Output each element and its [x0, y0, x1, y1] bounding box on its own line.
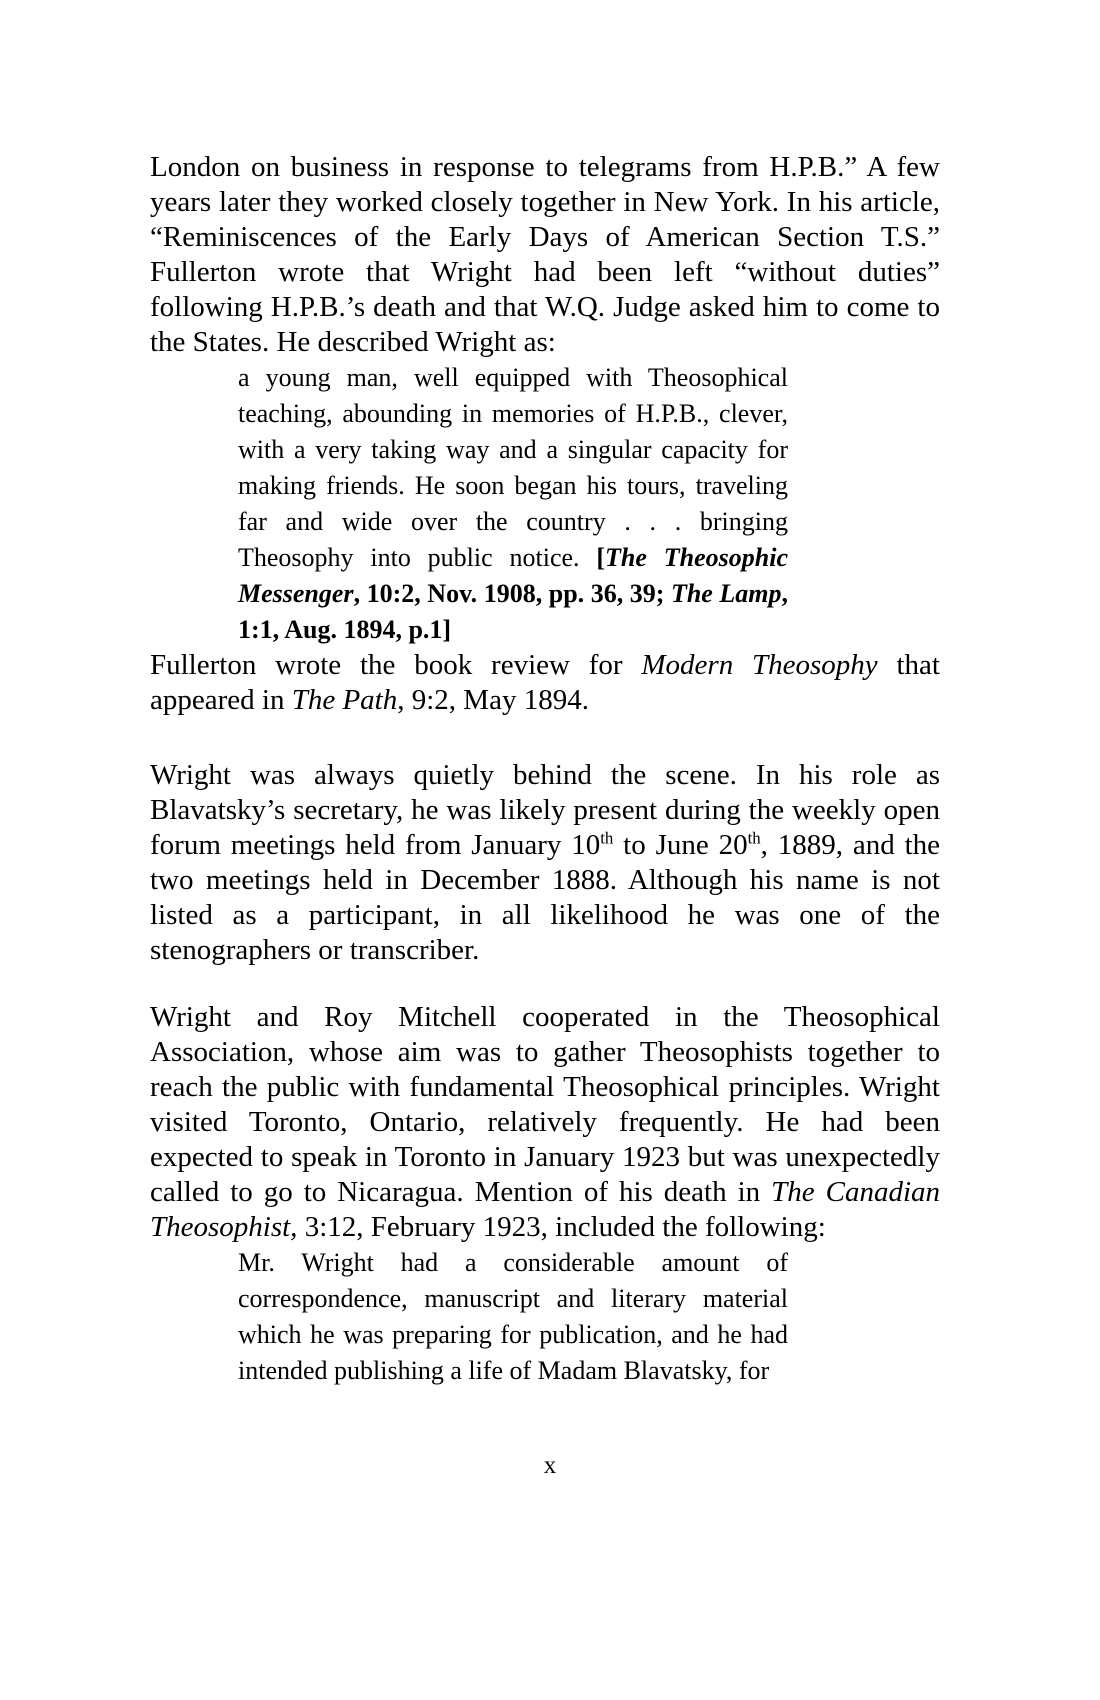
paragraph-fullerton-article-text: London on business in response to telegrams from H.P.B.” A few years later they worked closely together in New York. In his article, “Reminiscences of the Early Days of American Section T.S.” Fullerton wrote that Wright had been left “without duties” following H.P.B.’s death and that W.Q. Judge asked him to come to the States. He described Wright as: [150, 151, 940, 358]
quote-body-text: a young man, well equipped with Theosophical teaching, abounding in memories of H.P.B., clever, with a very taking way and a singular capacity for making friends. He soon began his tours, traveling far and wide over the country . . . bringing Theosophy into public notice. [238, 363, 788, 572]
citation-source-1-title: The Theosophic Messenger [238, 543, 788, 608]
citation-source-2-detail: , 1:1, Aug. 1894, p.1] [238, 579, 789, 644]
book-review-text-3: , 9:2, May 1894. [397, 684, 589, 716]
death-notice-text: Mr. Wright had a considerable amount of correspondence, manuscript and literary material which he was preparing for publication, and he had intended publishing a life of Madam Blavatsky, for [238, 1248, 788, 1385]
roy-mitchell-text-1: Wright and Roy Mitchell cooperated in the Theosophical Association, whose aim was to gather Theosophists together to reach the public with fundamental Theosophical principles. Wright visited Toronto, Ontario, relatively frequently. He had been expected to speak in Toronto in January 1923 but was unexpectedly called to go to Nicaragua. Mention of his death in [150, 1001, 940, 1208]
ordinal-superscript-20th: th [747, 828, 761, 848]
behind-scene-text-1: Wright was always quietly behind the scene. In his role as Blavatsky’s secretary, he was likely present during the weekly open forum meetings held from January 10 [150, 759, 940, 861]
citation-open-bracket: [ [596, 543, 606, 572]
roy-mitchell-text-2: 3:12, February 1923, included the following: [297, 1211, 826, 1243]
paragraph-book-review [150, 648, 940, 718]
paragraph-behind-the-scene [150, 758, 940, 968]
book-review-text-1: Fullerton wrote the book review for [150, 649, 642, 681]
ordinal-superscript-10th: th [600, 828, 614, 848]
citation-source-1-detail: , 10:2, Nov. 1908, pp. 36, 39; [353, 579, 671, 608]
journal-title-the-path: The Path [291, 684, 398, 716]
behind-scene-text-3: , 1889, and the two meetings held in December 1888. Although his name is not listed as a participant, in all likelihood he was one of the stenographers or transcriber. [150, 829, 940, 966]
behind-scene-text-2: to June 20 [613, 829, 748, 861]
block-quote-death-notice [238, 1245, 788, 1389]
book-title-modern-theosophy: Modern Theosophy [641, 649, 878, 681]
book-review-text-2: that appeared in [150, 649, 940, 716]
page-number: x [543, 1452, 557, 1479]
block-quote-wright-description [238, 360, 788, 648]
journal-title-canadian-theosophist: The Canadian Theosophist, [150, 1176, 940, 1243]
paragraph-fullerton-article [150, 150, 940, 360]
paragraph-roy-mitchell [150, 1000, 940, 1245]
citation-source-2-title: The Lamp [670, 579, 782, 608]
page-text-block [150, 150, 940, 1389]
